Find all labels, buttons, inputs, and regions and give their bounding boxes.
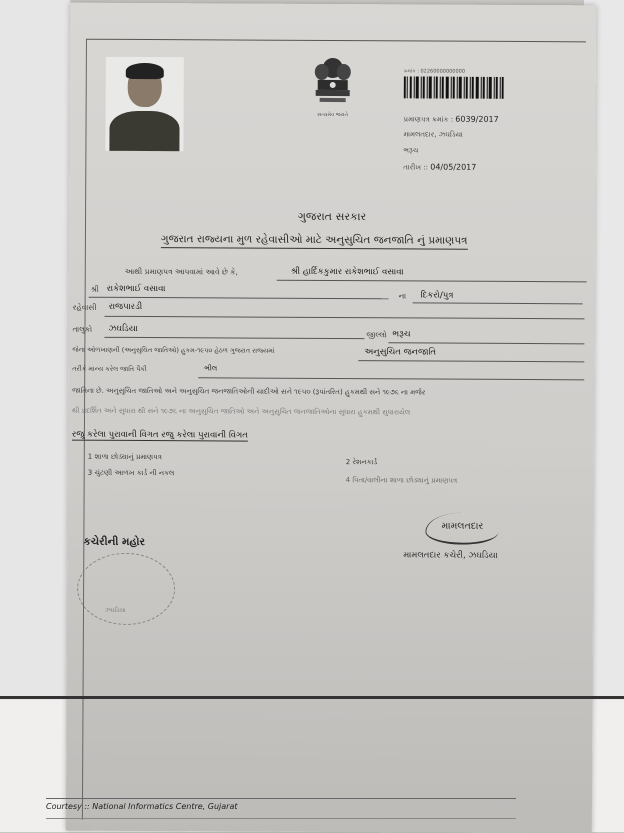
office-seal bbox=[77, 553, 175, 626]
photo-fold-line bbox=[0, 696, 624, 699]
barcode-icon bbox=[404, 76, 504, 99]
legal-paragraph-line-2: થી પ્રદર્શિત અને સુધારા થી સને ૧૯૭૬ ના અનુસુચિત જાતિઓ અને અનુસુચિત જનજાતિઓના સુધારા હુકમથી સુધારાયેલ bbox=[72, 406, 411, 417]
office-seal-text: ઝઘડિયા bbox=[104, 606, 126, 614]
legal-paragraph-line-1: જાતિના છે. અનુસુચિત જાતિઓ અને અનુસુચિત જનજાતિઓની યાદીઓ સને ૧૯૫૦ (રૂપાંતરિત) હુકમથી સને ૧૯૭૬ ના મર્જર bbox=[72, 386, 426, 397]
photo-hair bbox=[126, 63, 164, 79]
footer-credit: Courtesy :: National Informatics Centre, Gujarat bbox=[46, 802, 238, 811]
certificate-number: 6039/2017 bbox=[455, 114, 499, 124]
certificate-number-label: પ્રમાણપત્ર ક્રમાંક : bbox=[403, 115, 454, 124]
relation-value: દિકરો/પુત્ર bbox=[420, 290, 454, 301]
issuing-place: ભરૂચ bbox=[403, 146, 419, 155]
document-item-2: 2 રેશનકાર્ડ bbox=[345, 458, 378, 467]
signatory-title: મામલતદાર કચેરી, ઝઘડિયા bbox=[403, 550, 498, 561]
barcode-number: ક્રમાંક : 02260000000000 bbox=[403, 68, 466, 75]
government-heading: ગુજરાત સરકાર bbox=[297, 209, 367, 224]
applicant-photo bbox=[105, 57, 183, 151]
emblem-caption: સત્યમેવ જયતે bbox=[317, 111, 348, 119]
recognized-label: તરીકે માન્ય કરેલ જાતિ પૈકી bbox=[72, 364, 147, 374]
resident-label: રહેવાસી bbox=[72, 302, 97, 312]
documents-heading: રજુ કરેલા પુરાવાની વિગત રજુ કરેલા પુરાવાની વિગત bbox=[71, 429, 248, 441]
issue-date: 04/05/2017 bbox=[430, 162, 477, 172]
national-emblem-icon bbox=[310, 54, 356, 116]
photo-body bbox=[109, 111, 179, 151]
certificate-paper bbox=[66, 3, 596, 833]
relation-label: ના bbox=[398, 291, 407, 301]
document-item-3: 3 ચુંટણી આળખ કાર્ડ ની નકલ bbox=[87, 468, 175, 478]
issue-date-label: તારીખ :: bbox=[403, 163, 429, 172]
taluka-value: ઝઘડિયા bbox=[108, 323, 138, 334]
district-label: જીલ્લો bbox=[366, 330, 387, 340]
office-seal-label: કચેરીની મહોર bbox=[83, 535, 146, 549]
taluka-label: તાલુકો bbox=[72, 324, 93, 334]
father-prefix: શ્રી bbox=[90, 284, 99, 294]
category-value: અનુસુચિત જનજાતિ bbox=[364, 347, 437, 358]
certificate-number-row bbox=[404, 114, 499, 124]
applicant-name: શ્રી હાર્દિકકુમાર રાકેશભાઈ વસાવા bbox=[290, 266, 404, 278]
tribe-value: ભીલ bbox=[204, 364, 218, 373]
document-item-1: 1 શાળા છોડ્યાનું પ્રમાણપત્ર bbox=[87, 452, 163, 462]
issue-date-row bbox=[403, 162, 476, 172]
father-name: રાકેશભાઈ વસાવા bbox=[106, 283, 166, 295]
district-value: ભરૂચ bbox=[392, 329, 411, 340]
village-value: રાજપારડી bbox=[108, 301, 143, 313]
document-item-4: 4 પિતા/વાલીના શાળા છોડ્યાનું પ્રમાણપત્ર bbox=[345, 476, 458, 485]
issuing-office: મામલતદાર, ઝઘડિયા bbox=[403, 130, 463, 139]
signature: મામલતદાર bbox=[425, 512, 498, 544]
footer-rule-top bbox=[46, 798, 516, 799]
footer-rule-bottom bbox=[46, 818, 516, 819]
certificate-title: ગુજરાત રાજ્યના મુળ રહેવાસીઓ માટે અનુસુચિત જનજાતિ નું પ્રમાણપત્ર bbox=[161, 233, 468, 250]
order-text: જેના ઓળખાણની (અનુસુચિત જાતિઓ) હુકમ-૧૯૫૦ હેઠળ ગુજરાત રાજ્યમાં bbox=[72, 345, 275, 355]
intro-text: આથી પ્રમાણપત્ર આપવામાં આવે છે કે, bbox=[124, 266, 238, 277]
